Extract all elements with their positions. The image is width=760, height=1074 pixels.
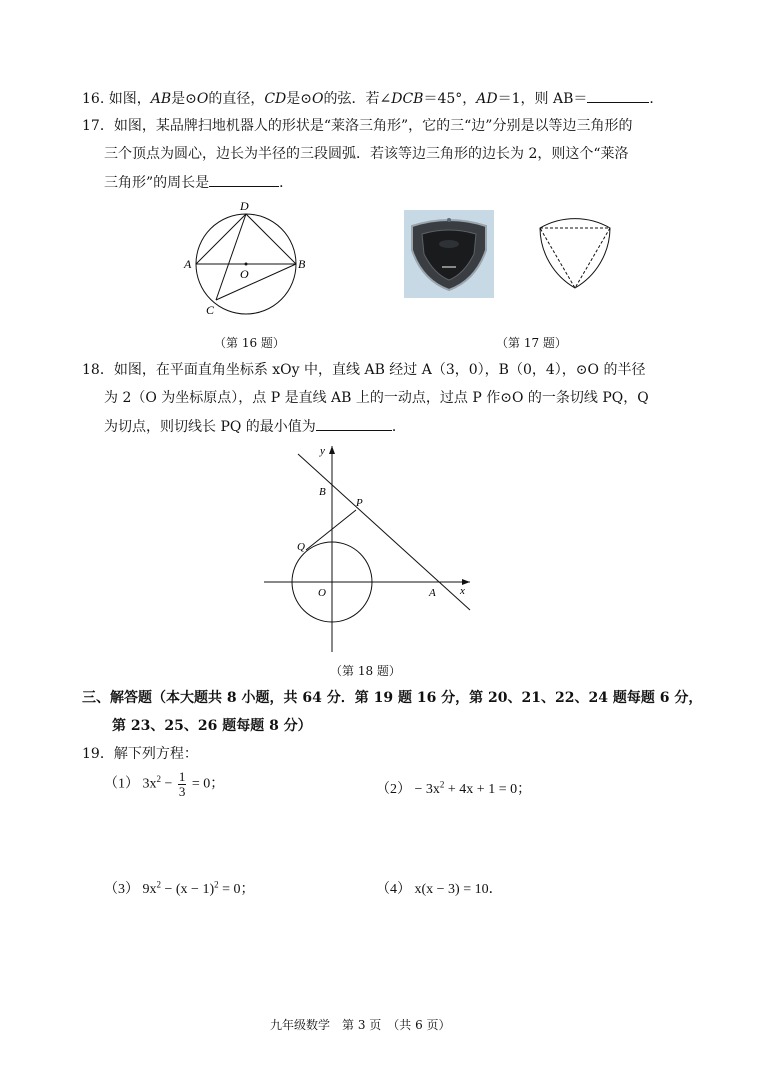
robot-vacuum-image	[404, 210, 494, 298]
q16-part: AD	[476, 91, 498, 107]
q16-part: 的弦．若∠	[323, 91, 392, 107]
part-label: （3）	[104, 882, 139, 897]
q18-line3	[104, 416, 406, 437]
fig16-caption: （第 16 题）	[214, 336, 285, 350]
equation-term: x(x − 3) = 10．	[414, 882, 503, 897]
label-q: Q	[297, 541, 305, 553]
segment-ad	[196, 214, 246, 264]
q16-part: O	[312, 91, 324, 107]
equation-term: 9x	[142, 882, 157, 897]
q16-part: DCB	[391, 91, 424, 107]
answer-blank[interactable]	[316, 416, 392, 431]
part-label: （1）	[104, 776, 139, 792]
label-o: O	[318, 587, 326, 599]
q16-part: 是⊙	[286, 91, 313, 107]
q19-part2	[376, 778, 531, 798]
reuleaux-triangle	[534, 214, 618, 300]
robot-photo	[404, 210, 494, 298]
section-3-heading	[82, 688, 702, 708]
y-axis-arrow	[329, 446, 335, 454]
q17-text: 三角形”的周长是	[104, 175, 210, 191]
exponent: 2	[214, 879, 219, 890]
segment-cb	[216, 264, 296, 300]
q19-text: 解下列方程：	[113, 746, 198, 762]
q16-part: ．	[649, 91, 664, 107]
q19-title	[82, 744, 198, 764]
equation-term: −	[161, 776, 176, 792]
exponent: 2	[156, 879, 161, 890]
q18-number: 18．	[82, 362, 114, 378]
q18-line1	[82, 360, 645, 380]
label-p: P	[356, 497, 363, 509]
equation-term: 3x	[142, 776, 157, 792]
q19-part4	[376, 878, 503, 898]
label-c: C	[206, 303, 215, 317]
q19-part1	[104, 770, 224, 799]
tangent-pq	[306, 510, 356, 550]
page-footer: 九年级数学 第 3 页 （共 6 页）	[270, 1018, 451, 1032]
label-a: A	[184, 257, 192, 271]
figure-18	[262, 440, 476, 656]
q18-text: ．	[391, 419, 406, 435]
fig18-caption: （第 18 题）	[330, 664, 401, 678]
label-b: B	[298, 257, 306, 271]
q17-line1	[82, 116, 632, 136]
q19-part3	[104, 878, 255, 898]
q16-part: AB	[150, 91, 172, 107]
q16-part: 如图，	[108, 91, 151, 107]
center-point	[245, 263, 248, 266]
q18-text: 为 2（O 为坐标原点），点 P 是直线 AB 上的一动点，过点 P 作⊙O 的一条切线 PQ，Q	[104, 390, 649, 406]
fraction	[178, 770, 187, 799]
section-3-line2: 第 23、25、26 题每题 8 分）	[112, 718, 312, 734]
label-d: D	[240, 199, 249, 213]
part-label: （4）	[376, 882, 411, 897]
equation-term: = 0；	[218, 882, 255, 897]
label-b: B	[319, 486, 326, 498]
q18-text: 为切点，则切线长 PQ 的最小值为	[104, 419, 316, 435]
q16-part: ＝45°，	[423, 91, 477, 107]
equation-term: + 4x + 1 = 0；	[444, 782, 532, 797]
part-label: （2）	[376, 782, 411, 797]
q16-number: 16.	[82, 91, 105, 107]
section-3-heading-cont	[112, 716, 312, 736]
q16-text	[82, 88, 663, 109]
figure-16	[176, 196, 316, 326]
answer-blank[interactable]	[209, 172, 279, 187]
answer-blank[interactable]	[587, 88, 649, 103]
q19-number: 19．	[82, 746, 114, 762]
q18-text: 如图，在平面直角坐标系 xOy 中，直线 AB 经过 A（3，0），B（0，4），⊙O 的半径	[113, 362, 646, 378]
q18-line2	[104, 388, 649, 408]
q16-part: O	[196, 91, 209, 107]
exponent: 2	[439, 779, 445, 790]
q17-number: 17．	[82, 118, 114, 134]
label-y: y	[320, 445, 325, 457]
fig17-caption: （第 17 题）	[496, 336, 567, 350]
q17-text: ．	[279, 175, 294, 191]
equation-term: = 0；	[188, 776, 225, 792]
label-x: x	[460, 585, 465, 597]
q17-text: 如图，某品牌扫地机器人的形状是“莱洛三角形”，它的三“边”分别是以等边三角形的	[113, 118, 633, 134]
q17-line2	[104, 144, 629, 164]
q17-line3	[104, 172, 293, 193]
label-o: O	[240, 267, 249, 281]
segment-dc	[216, 214, 246, 300]
equation-term: − 3x	[414, 782, 440, 797]
q17-text: 三个顶点为圆心，边长为半径的三段圆弧．若该等边三角形的边长为 2，则这个“莱洛	[104, 146, 629, 162]
q16-part: 是⊙	[171, 91, 197, 107]
fraction-numerator: 1	[178, 769, 186, 784]
section-3-line1: 三、解答题（本大题共 8 小题，共 64 分．第 19 题 16 分，第 20、21、22、24 题每题 6 分，	[82, 690, 703, 706]
q16-part: ＝1，则 AB＝	[497, 91, 588, 107]
exponent: 2	[156, 774, 161, 785]
q16-part: 的直径，	[208, 91, 265, 107]
segment-db	[246, 214, 296, 264]
fraction-denominator: 3	[178, 784, 186, 799]
q16-part: CD	[264, 91, 287, 107]
label-a: A	[429, 587, 436, 599]
equation-term: − (x − 1)	[161, 882, 215, 897]
